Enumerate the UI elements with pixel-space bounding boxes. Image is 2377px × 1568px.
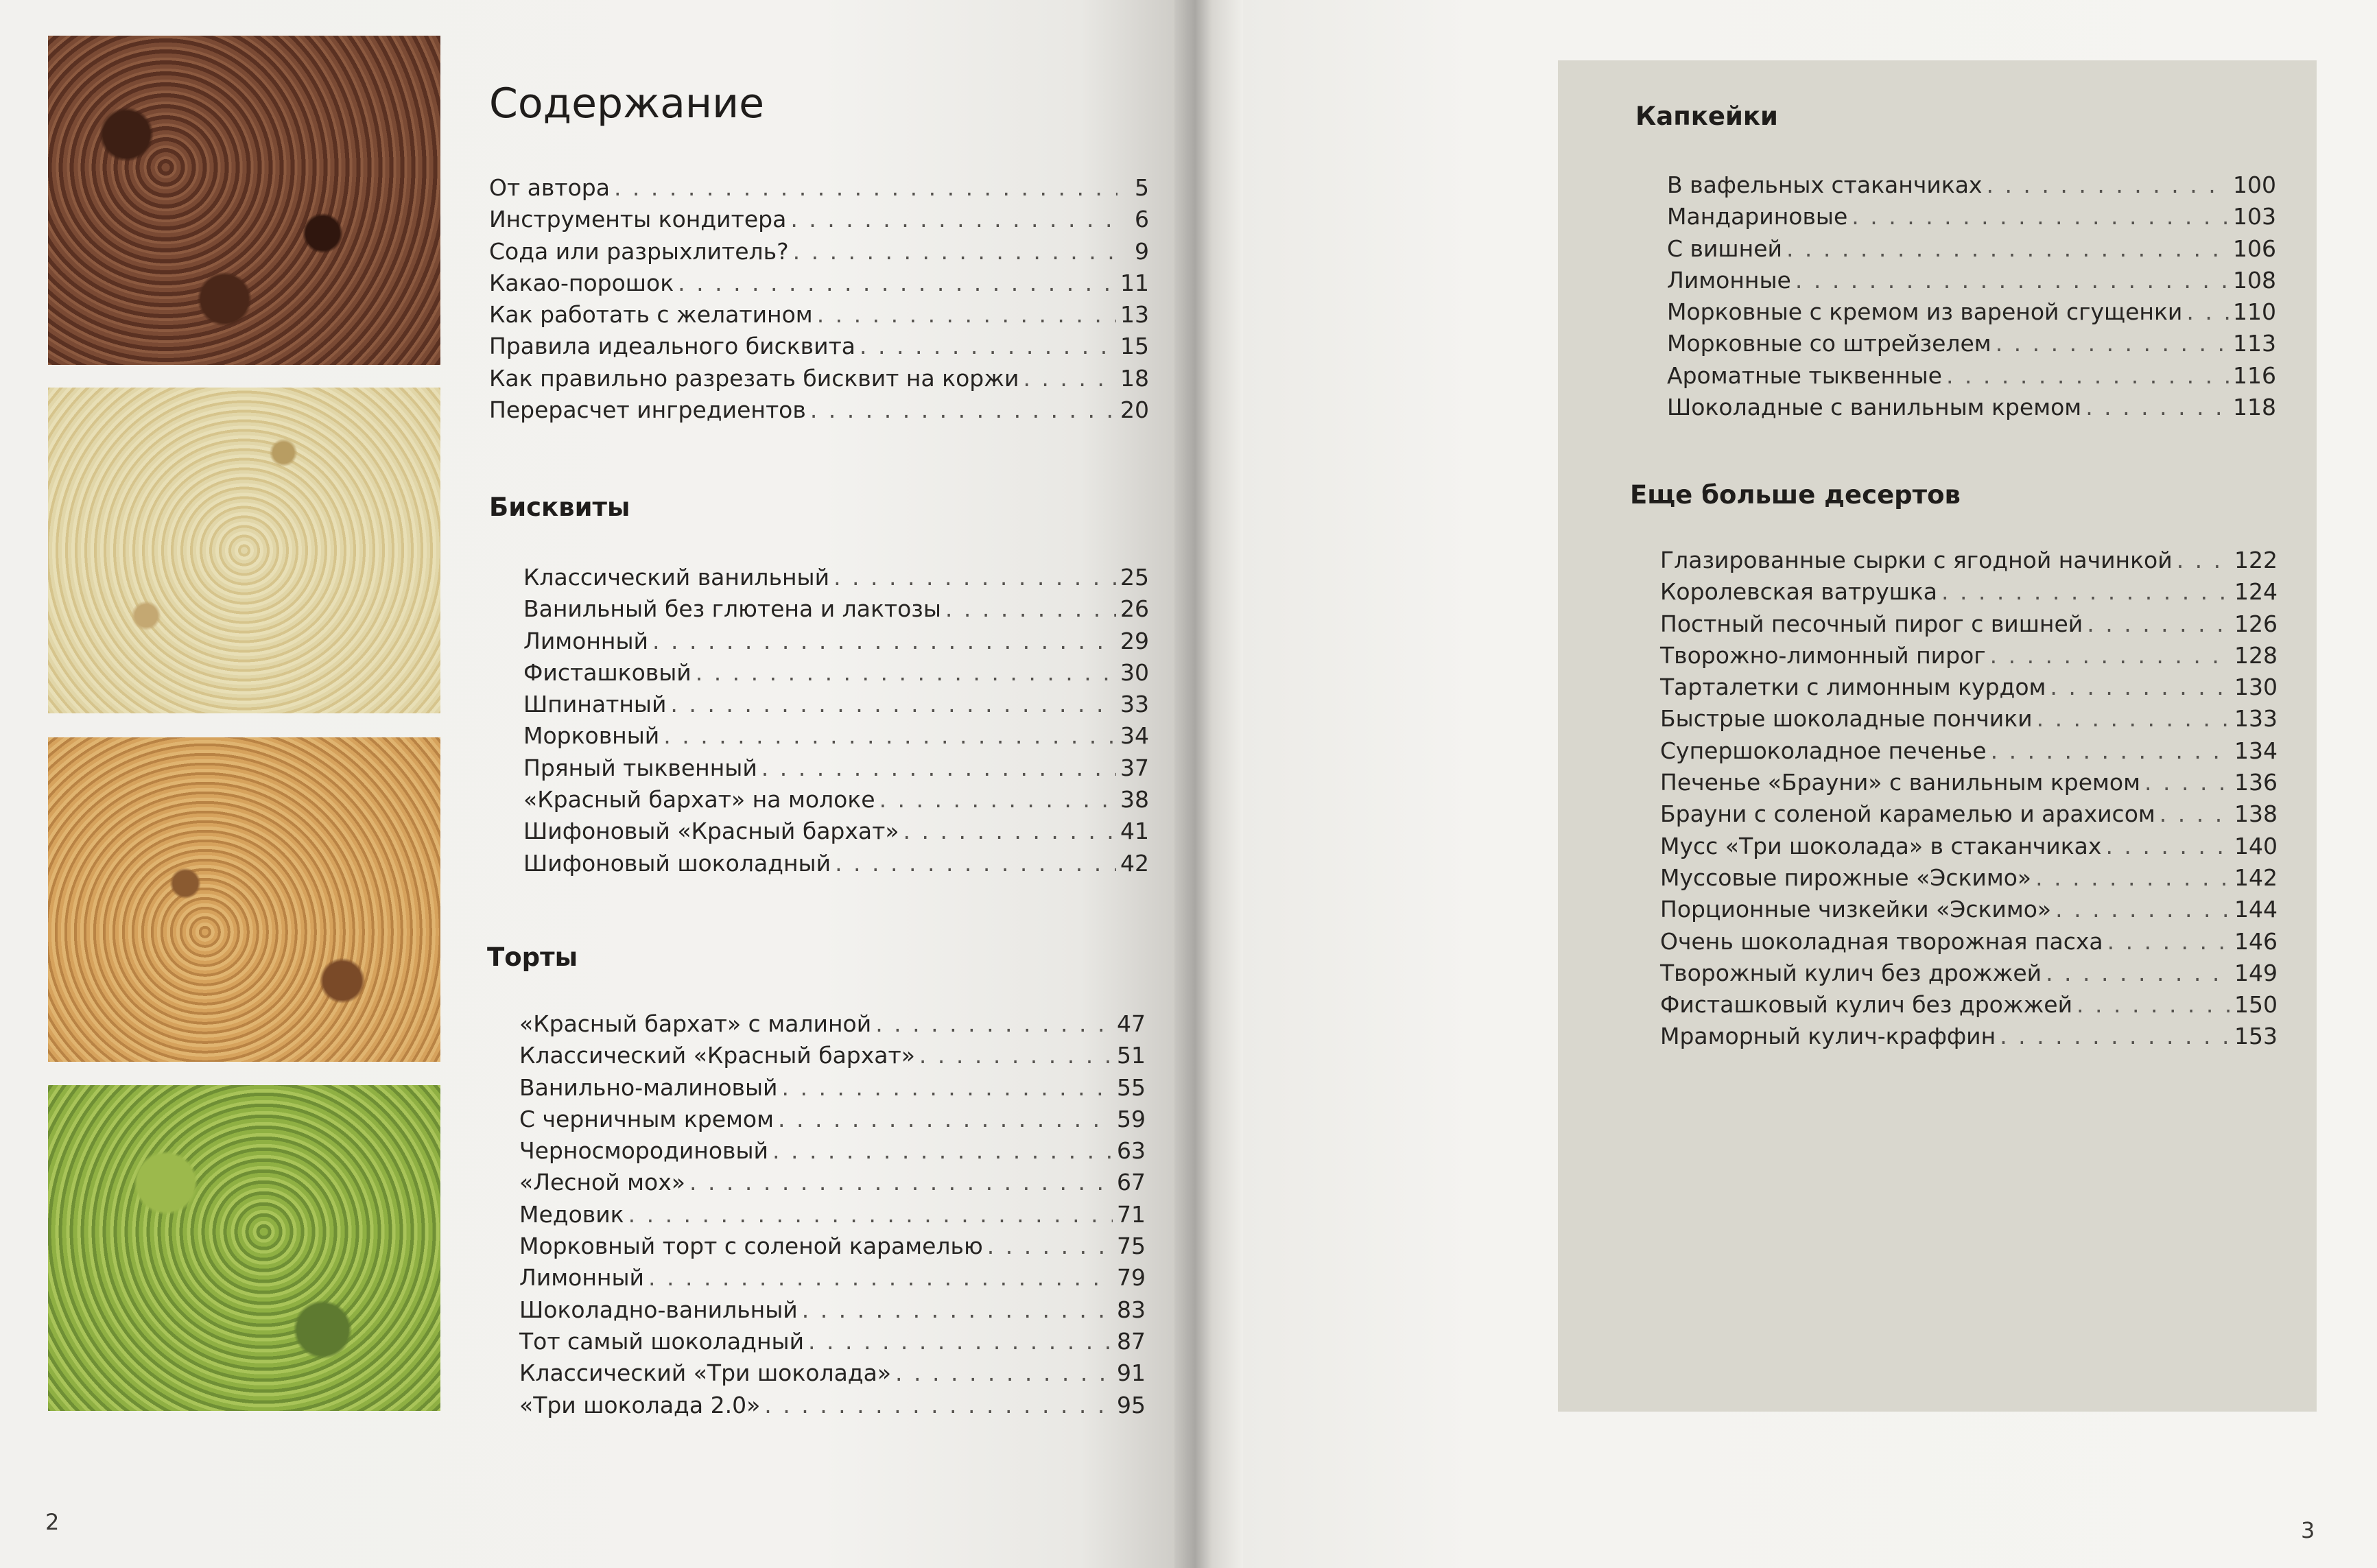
toc-entry-page: 9 bbox=[1135, 237, 1149, 265]
toc-entry-title: Творожно-лимонный пирог bbox=[1660, 641, 1986, 669]
toc-entry[interactable] bbox=[1660, 896, 2278, 927]
toc-entry-page: 71 bbox=[1117, 1200, 1146, 1228]
toc-entry[interactable] bbox=[1667, 267, 2276, 298]
dot-leader bbox=[808, 1328, 1113, 1355]
dot-leader bbox=[1986, 171, 2229, 198]
toc-entry-title: Королевская ватрушка bbox=[1660, 578, 1937, 606]
carrot-sponge-texture-photo bbox=[48, 737, 440, 1062]
toc-entry[interactable] bbox=[1667, 235, 2276, 267]
toc-entry-page: 18 bbox=[1120, 364, 1149, 392]
toc-entry-title: Ванильный без глютена и лактозы bbox=[523, 595, 941, 623]
toc-entry[interactable] bbox=[519, 1010, 1146, 1042]
toc-entry-page: 5 bbox=[1135, 174, 1149, 201]
toc-entry[interactable] bbox=[519, 1137, 1146, 1169]
toc-entry-title: Глазированные сырки с ягодной начинкой bbox=[1660, 547, 2173, 573]
toc-entry-page: 153 bbox=[2234, 1023, 2278, 1050]
toc-entry[interactable] bbox=[523, 659, 1149, 691]
toc-entry[interactable] bbox=[519, 1328, 1146, 1359]
dot-leader bbox=[764, 1392, 1113, 1418]
toc-entry-page: 116 bbox=[2233, 361, 2276, 389]
toc-entry[interactable] bbox=[523, 595, 1149, 627]
toc-entry[interactable] bbox=[1667, 362, 2276, 394]
toc-entry-page: 59 bbox=[1117, 1105, 1146, 1132]
dot-leader bbox=[1946, 362, 2229, 389]
toc-entry[interactable] bbox=[489, 174, 1149, 206]
toc-entry-page: 106 bbox=[2233, 235, 2276, 262]
dot-leader bbox=[860, 333, 1116, 359]
toc-entry-page: 122 bbox=[2234, 547, 2278, 573]
section-heading-cakes: Торты bbox=[487, 942, 578, 972]
toc-entry-page: 140 bbox=[2234, 832, 2278, 859]
dot-leader bbox=[2144, 769, 2230, 796]
toc-entry[interactable] bbox=[519, 1201, 1146, 1233]
toc-entry-page: 29 bbox=[1120, 627, 1149, 654]
dot-leader bbox=[879, 786, 1116, 813]
toc-entry-title: «Красный бархат» с малиной bbox=[519, 1010, 872, 1037]
section-heading-cupcakes: Капкейки bbox=[1635, 102, 1778, 131]
toc-entry-page: 128 bbox=[2234, 641, 2278, 669]
dot-leader bbox=[663, 722, 1116, 749]
toc-entry-page: 136 bbox=[2234, 769, 2278, 796]
toc-entry-title: Печенье «Брауни» с ванильным кремом bbox=[1660, 769, 2141, 796]
toc-entry[interactable] bbox=[1660, 737, 2278, 769]
toc-entry[interactable] bbox=[519, 1296, 1146, 1328]
toc-entry[interactable] bbox=[523, 755, 1149, 786]
dot-leader bbox=[1023, 365, 1116, 392]
toc-entry-page: 37 bbox=[1120, 754, 1149, 781]
toc-entry-title: Какао-порошок bbox=[489, 269, 674, 296]
section-heading-more-desserts: Еще больше десертов bbox=[1630, 480, 1961, 510]
dot-leader bbox=[2035, 864, 2230, 891]
toc-entry[interactable] bbox=[519, 1106, 1146, 1137]
toc-entry[interactable] bbox=[489, 301, 1149, 333]
toc-entry-title: Порционные чизкейки «Эскимо» bbox=[1660, 896, 2052, 923]
spinach-sponge-texture-photo bbox=[48, 1085, 440, 1411]
dot-leader bbox=[835, 850, 1116, 877]
toc-entry-title: Правила идеального бисквита bbox=[489, 333, 856, 360]
toc-entry-title: Морковный торт с соленой карамелью bbox=[519, 1233, 983, 1260]
dot-leader bbox=[1990, 642, 2230, 669]
chocolate-sponge-texture-photo bbox=[48, 36, 440, 365]
toc-entry[interactable] bbox=[1660, 610, 2278, 642]
toc-entry-title: С вишней bbox=[1667, 235, 1782, 262]
dot-leader bbox=[781, 1074, 1113, 1101]
toc-entry[interactable] bbox=[523, 850, 1149, 881]
toc-entry-page: 75 bbox=[1117, 1233, 1146, 1260]
cupcakes-list bbox=[1667, 171, 2276, 425]
toc-entry-page: 11 bbox=[1120, 269, 1149, 296]
toc-entry-title: «Лесной мох» bbox=[519, 1169, 685, 1196]
toc-entry-title: Шифоновый шоколадный bbox=[523, 849, 831, 877]
toc-entry[interactable] bbox=[489, 396, 1149, 428]
dot-leader bbox=[2055, 896, 2230, 923]
toc-entry-page: 26 bbox=[1120, 595, 1149, 623]
toc-entry[interactable] bbox=[523, 628, 1149, 659]
toc-entry[interactable] bbox=[523, 564, 1149, 595]
dot-leader bbox=[2087, 610, 2230, 637]
toc-entry[interactable] bbox=[489, 270, 1149, 301]
toc-entry-title: Фисташковый bbox=[523, 658, 691, 686]
toc-entry[interactable] bbox=[1660, 833, 2278, 864]
toc-entry-page: 79 bbox=[1117, 1264, 1146, 1292]
toc-entry-page: 130 bbox=[2234, 674, 2278, 701]
page-number-right: 3 bbox=[2301, 1517, 2315, 1543]
toc-entry[interactable] bbox=[519, 1264, 1146, 1296]
vanilla-sponge-texture-photo bbox=[48, 388, 440, 713]
dot-leader bbox=[761, 755, 1116, 781]
toc-entry-page: 38 bbox=[1120, 786, 1149, 813]
toc-entry[interactable] bbox=[1660, 928, 2278, 960]
toc-entry-title: Лимонный bbox=[519, 1264, 644, 1292]
dot-leader bbox=[2046, 960, 2230, 986]
toc-entry-title: Очень шоколадная творожная пасха bbox=[1660, 927, 2103, 955]
toc-entry-page: 34 bbox=[1120, 722, 1149, 750]
toc-entry[interactable] bbox=[1660, 578, 2278, 610]
toc-entry[interactable] bbox=[519, 1074, 1146, 1106]
toc-entry[interactable] bbox=[519, 1042, 1146, 1073]
dot-leader bbox=[772, 1137, 1113, 1164]
toc-entry[interactable] bbox=[1667, 298, 2276, 330]
toc-entry-page: 133 bbox=[2234, 705, 2278, 733]
toc-entry-page: 150 bbox=[2234, 991, 2278, 1019]
toc-entry-page: 144 bbox=[2234, 896, 2278, 923]
page-number-left: 2 bbox=[45, 1509, 60, 1535]
toc-entry[interactable] bbox=[489, 333, 1149, 364]
toc-entry-title: Перерасчет ингредиентов bbox=[489, 396, 806, 424]
toc-entry-title: Инструменты кондитера bbox=[489, 206, 787, 233]
dot-leader bbox=[817, 301, 1116, 328]
toc-entry-title: Лимонный bbox=[523, 627, 648, 654]
toc-entry-title: Ароматные тыквенные bbox=[1667, 361, 1942, 389]
toc-entry-title: Тарталетки с лимонным курдом bbox=[1660, 674, 2046, 701]
toc-entry[interactable] bbox=[489, 365, 1149, 396]
toc-entry-title: В вафельных стаканчиках bbox=[1667, 171, 1983, 198]
toc-entry-title: Мусс «Три шоколада» в стаканчиках bbox=[1660, 832, 2102, 859]
toc-entry-page: 41 bbox=[1120, 818, 1149, 845]
toc-entry-page: 15 bbox=[1120, 333, 1149, 360]
dot-leader bbox=[2105, 833, 2230, 859]
dot-leader bbox=[833, 564, 1116, 591]
toc-entry-title: Тот самый шоколадный bbox=[519, 1327, 805, 1355]
toc-entry-page: 103 bbox=[2233, 203, 2276, 230]
toc-entry-title: Черносмородиновый bbox=[519, 1137, 768, 1165]
toc-entry-title: Пряный тыквенный bbox=[523, 754, 757, 781]
toc-entry-page: 134 bbox=[2234, 737, 2278, 764]
toc-entry-title: От автора bbox=[489, 174, 610, 201]
toc-entry[interactable] bbox=[1660, 960, 2278, 991]
dot-leader bbox=[810, 396, 1116, 423]
dot-leader bbox=[945, 595, 1116, 622]
toc-entry-page: 25 bbox=[1120, 564, 1149, 591]
dot-leader bbox=[2107, 928, 2230, 955]
toc-entry[interactable] bbox=[519, 1392, 1146, 1423]
dot-leader bbox=[2050, 674, 2230, 700]
toc-entry[interactable] bbox=[489, 238, 1149, 270]
dot-leader bbox=[875, 1010, 1113, 1037]
section-heading-biscuits: Бисквиты bbox=[489, 492, 630, 522]
toc-entry[interactable] bbox=[1660, 705, 2278, 737]
toc-entry-title: Классический «Красный бархат» bbox=[519, 1042, 915, 1069]
dot-leader bbox=[628, 1201, 1113, 1228]
dot-leader bbox=[652, 628, 1116, 654]
toc-entry-title: Шифоновый «Красный бархат» bbox=[523, 818, 899, 845]
dot-leader bbox=[678, 270, 1116, 296]
dot-leader bbox=[1996, 330, 2229, 357]
toc-entry-title: Постный песочный пирог с вишней bbox=[1660, 610, 2083, 637]
toc-entry-page: 51 bbox=[1117, 1042, 1146, 1069]
page-title: Содержание bbox=[489, 80, 765, 128]
toc-entry[interactable] bbox=[523, 722, 1149, 754]
toc-entry[interactable] bbox=[1667, 330, 2276, 361]
toc-entry-title: Мандариновые bbox=[1667, 203, 1848, 230]
toc-entry[interactable] bbox=[1667, 394, 2276, 425]
dot-leader bbox=[1795, 267, 2229, 294]
dot-leader bbox=[696, 659, 1116, 686]
biscuits-list bbox=[523, 564, 1149, 881]
toc-entry-page: 30 bbox=[1120, 658, 1149, 686]
dot-leader bbox=[2186, 298, 2229, 325]
toc-entry-title: Ванильно-малиновый bbox=[519, 1073, 778, 1101]
toc-entry[interactable] bbox=[1667, 171, 2276, 203]
dot-leader bbox=[1941, 578, 2230, 605]
toc-entry-title: Быстрые шоколадные пончики bbox=[1660, 705, 2033, 733]
toc-entry[interactable] bbox=[519, 1233, 1146, 1264]
dot-leader bbox=[1786, 235, 2229, 262]
dot-leader bbox=[2085, 394, 2229, 420]
toc-entry-title: «Три шоколада 2.0» bbox=[519, 1391, 761, 1418]
dot-leader bbox=[614, 174, 1117, 201]
toc-entry-title: Фисташковый кулич без дрожжей bbox=[1660, 991, 2073, 1019]
toc-entry[interactable] bbox=[523, 691, 1149, 722]
toc-entry-title: Морковные со штрейзелем bbox=[1667, 330, 1991, 357]
toc-entry-page: 142 bbox=[2234, 864, 2278, 891]
toc-entry-page: 33 bbox=[1120, 691, 1149, 718]
toc-entry[interactable] bbox=[1660, 864, 2278, 896]
toc-entry-page: 55 bbox=[1117, 1073, 1146, 1101]
toc-entry-page: 126 bbox=[2234, 610, 2278, 637]
toc-entry-title: Медовик bbox=[519, 1200, 624, 1228]
dot-leader bbox=[2177, 547, 2230, 573]
toc-entry-title: Классический ванильный bbox=[523, 564, 830, 591]
toc-entry-title: Морковные с кремом из вареной сгущенки bbox=[1667, 298, 2183, 326]
toc-entry-page: 63 bbox=[1117, 1137, 1146, 1165]
dot-leader bbox=[793, 238, 1117, 265]
toc-entry-title: Как работать с желатином bbox=[489, 301, 813, 329]
dot-leader bbox=[689, 1169, 1113, 1196]
toc-entry-title: Как правильно разрезать бисквит на коржи bbox=[489, 364, 1019, 392]
toc-entry-title: Шпинатный bbox=[523, 691, 667, 718]
toc-entry-title: Лимонные bbox=[1667, 266, 1791, 294]
dot-leader bbox=[2160, 800, 2230, 827]
toc-entry-title: Супершоколадное печенье bbox=[1660, 737, 1987, 764]
dot-leader bbox=[802, 1296, 1113, 1323]
toc-entry-page: 95 bbox=[1117, 1391, 1146, 1418]
toc-entry-title: Сода или разрыхлитель? bbox=[489, 237, 789, 265]
toc-entry-title: Классический «Три шоколада» bbox=[519, 1359, 892, 1387]
dot-leader bbox=[790, 206, 1117, 233]
toc-entry[interactable] bbox=[1660, 991, 2278, 1023]
dot-leader bbox=[1852, 203, 2229, 230]
book-gutter bbox=[1174, 0, 1243, 1568]
toc-entry[interactable] bbox=[519, 1359, 1146, 1391]
toc-entry-page: 100 bbox=[2233, 171, 2276, 198]
toc-entry-page: 20 bbox=[1120, 396, 1149, 424]
toc-entry-title: «Красный бархат» на молоке bbox=[523, 786, 875, 813]
dot-leader bbox=[2037, 705, 2230, 732]
toc-entry-title: Творожный кулич без дрожжей bbox=[1660, 959, 2042, 986]
toc-entry-title: Муссовые пирожные «Эскимо» bbox=[1660, 864, 2032, 891]
toc-entry-title: С черничным кремом bbox=[519, 1105, 774, 1132]
toc-entry-page: 124 bbox=[2234, 578, 2278, 606]
toc-entry-page: 67 bbox=[1117, 1169, 1146, 1196]
toc-entry-title: Шоколадные с ванильным кремом bbox=[1667, 394, 2082, 421]
dot-leader bbox=[1991, 737, 2230, 764]
dot-leader bbox=[778, 1106, 1113, 1132]
toc-entry-page: 113 bbox=[2233, 330, 2276, 357]
dot-leader bbox=[2000, 1023, 2230, 1049]
toc-entry-page: 146 bbox=[2234, 927, 2278, 955]
toc-entry-title: Мраморный кулич-краффин bbox=[1660, 1023, 1996, 1050]
toc-entry-page: 110 bbox=[2233, 298, 2276, 326]
dot-leader bbox=[919, 1042, 1113, 1069]
toc-entry[interactable] bbox=[1660, 674, 2278, 705]
dot-leader bbox=[2077, 991, 2230, 1018]
toc-entry[interactable] bbox=[1660, 547, 2278, 578]
toc-entry-page: 149 bbox=[2234, 959, 2278, 986]
toc-entry[interactable] bbox=[523, 786, 1149, 818]
toc-entry-page: 6 bbox=[1135, 206, 1149, 233]
toc-entry-page: 87 bbox=[1117, 1327, 1146, 1355]
dot-leader bbox=[987, 1233, 1113, 1259]
dot-leader bbox=[903, 818, 1116, 844]
cakes-list bbox=[519, 1010, 1146, 1423]
toc-entry[interactable] bbox=[523, 818, 1149, 849]
toc-entry-title: Брауни с соленой карамелью и арахисом bbox=[1660, 800, 2155, 828]
dot-leader bbox=[670, 691, 1116, 717]
intro-list bbox=[489, 174, 1149, 428]
toc-entry-page: 42 bbox=[1120, 849, 1149, 877]
toc-entry-page: 118 bbox=[2233, 394, 2276, 421]
toc-entry[interactable] bbox=[1660, 769, 2278, 800]
toc-entry[interactable] bbox=[489, 206, 1149, 237]
toc-entry-page: 108 bbox=[2233, 266, 2276, 294]
dot-leader bbox=[895, 1359, 1113, 1386]
toc-entry-page: 13 bbox=[1120, 301, 1149, 329]
toc-entry[interactable] bbox=[519, 1169, 1146, 1200]
more-desserts-list bbox=[1660, 547, 2278, 1055]
toc-entry-page: 47 bbox=[1117, 1010, 1146, 1037]
toc-entry-title: Шоколадно-ванильный bbox=[519, 1296, 798, 1323]
toc-entry[interactable] bbox=[1667, 203, 2276, 235]
toc-entry-page: 138 bbox=[2234, 800, 2278, 828]
dot-leader bbox=[648, 1264, 1113, 1291]
toc-entry[interactable] bbox=[1660, 642, 2278, 674]
toc-entry-page: 83 bbox=[1117, 1296, 1146, 1323]
toc-entry[interactable] bbox=[1660, 1023, 2278, 1054]
toc-entry[interactable] bbox=[1660, 800, 2278, 832]
toc-entry-title: Морковный bbox=[523, 722, 660, 750]
toc-entry-page: 91 bbox=[1117, 1359, 1146, 1387]
